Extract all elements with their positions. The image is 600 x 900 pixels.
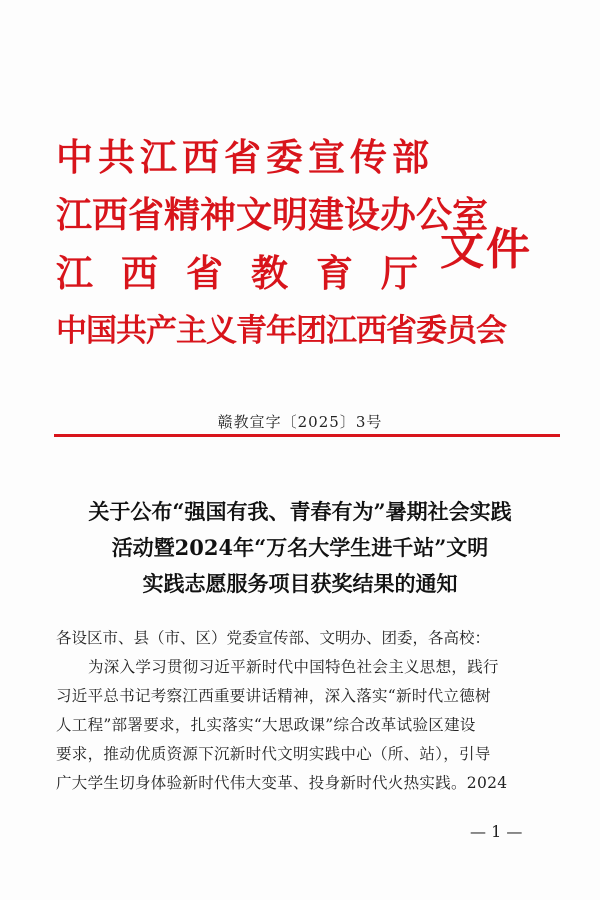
paragraph-line: 广大学生切身体验新时代伟大变革、投身新时代火热实践。2024 [56, 774, 508, 792]
paragraph-line: 人工程”部署要求，扎实落实“大思政课”综合改革试验区建设 [56, 716, 476, 734]
paragraph-line: 习近平总书记考察江西重要讲话精神，深入落实“新时代立德树 [56, 687, 491, 705]
issuer-name: 江西省教育厅 [56, 251, 446, 295]
paragraph-line: 为深入学习贯彻习近平新时代中国特色社会主义思想，践行 [88, 658, 499, 676]
document-body [56, 624, 556, 798]
title-line: 实践志愿服务项目获奖结果的通知 [142, 571, 458, 596]
title-line: 关于公布“强国有我、青春有为”暑期社会实践 [88, 499, 512, 524]
document-title [40, 494, 560, 602]
issuer-name: 江西省精神文明建设办公室 [56, 194, 489, 236]
title-line: 活动暨2024年“万名大学生进千站”文明 [111, 535, 489, 560]
red-divider-line [54, 434, 560, 437]
document-kind-label: 文件 [440, 224, 532, 275]
paragraph-line: 要求，推动优质资源下沉新时代文明实践中心（所、站），引导 [56, 745, 491, 763]
issuer-name: 中共江西省委宣传部 [56, 135, 434, 179]
page-number: — 1 — [470, 822, 523, 841]
salutation: 各设区市、县（市、区）党委宣传部、文明办、团委，各高校： [56, 629, 491, 647]
issuer-name: 中国共产主义青年团江西省委员会 [56, 313, 506, 349]
document-number: 赣教宣字〔2025〕3号 [217, 413, 383, 431]
